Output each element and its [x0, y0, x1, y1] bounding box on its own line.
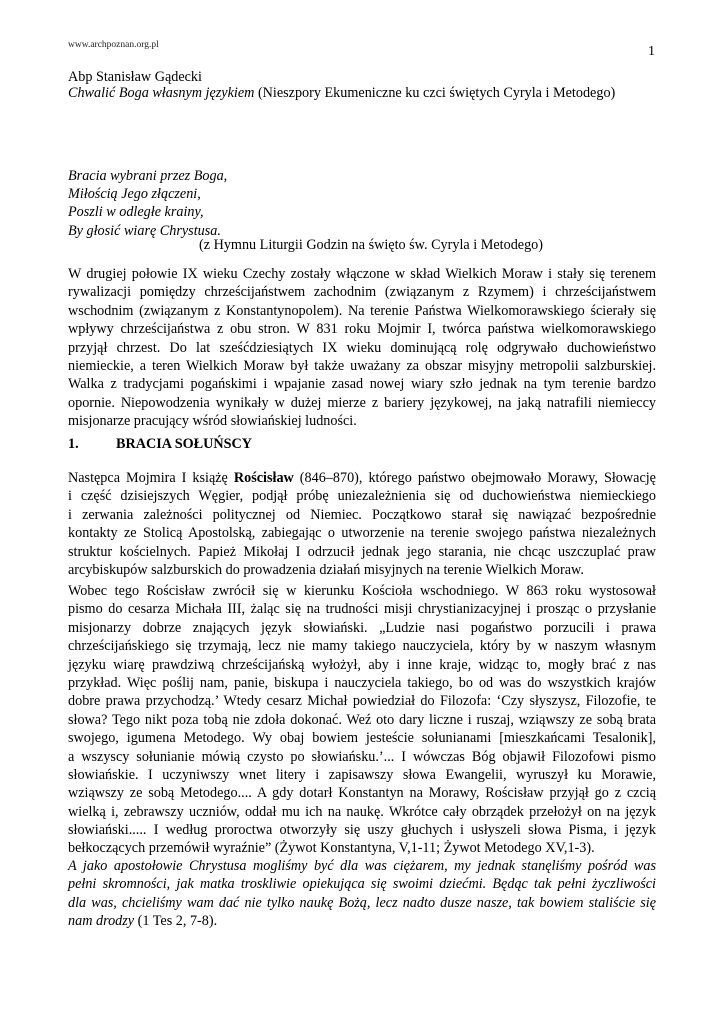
- hymn-line: By głosić wiarę Chrystusa.: [68, 222, 221, 239]
- text-line: przykład. Więc poślij nam, panie, biskupa i nauczyciela takiego, bo od was do wszystkich krajów: [68, 674, 656, 691]
- text-line: wziąwszy ze sobą Metodego.... A gdy dotarł Konstantyn na Morawy, Rościsław przyjął go z czcią: [68, 785, 656, 802]
- hymn-source: (z Hymnu Liturgii Godzin na święto św. Cyryla i Metodego): [199, 237, 543, 253]
- paragraph-mission: [68, 582, 656, 858]
- text-line: wpływy chrześcijaństwa z obu stron. W 831 roku Mojmir I, twórca państwa wielkomorawskiego: [68, 321, 656, 338]
- text-line: Walka z tradycjami pogańskimi i wpajanie zasad nowej wiary szło jednak na tym terenie bardzo: [68, 376, 656, 393]
- text-line: wschodnim (związanym z Konstantynopolem). Na terenie Państwa Wielkomorawskiego ścierały się: [68, 302, 656, 319]
- text-line: [68, 469, 656, 487]
- paragraph-scripture: [68, 857, 656, 931]
- text-line: bełkoczących przemówił wyraźnie” (Żywot Konstantyna, V,1-11; Żywot Metodego XV,1-3).: [68, 840, 595, 857]
- text-line: języku wiarę prawdziwą chrześcijańską wyłożył, aby i inne kraje, widząc to, mogły brać z nas: [68, 656, 656, 673]
- hymn-line: Bracia wybrani przez Boga,: [68, 168, 228, 184]
- text-line: słowiański..... I według proroctwa otworzyły się uszy głuchych i usłyszeli słowa Pisma, i język: [68, 822, 656, 839]
- section-number: 1.: [68, 436, 79, 452]
- text-line: pełni skromności, jak matka troskliwie opiekująca się swoimi dziećmi. Będąc tak pełni życzliwości: [68, 876, 656, 893]
- text-line: Wobec tego Rościsław zwrócił się w kierunku Kościoła wschodniego. W 863 roku wystosował: [68, 583, 656, 599]
- hymn-line: Miłością Jego złączeni,: [68, 186, 201, 203]
- text-line: wielką i, zebrawszy uczniów, oddał mu ich na naukę. Wkrótce cały obrządek przełożył on na język: [68, 803, 656, 820]
- section-title: BRACIA SOŁUŃSCY: [116, 436, 252, 452]
- document-title: [68, 84, 615, 102]
- text-line: A jako apostołowie Chrystusa mogliśmy być dla was ciężarem, my jednak stanęliśmy pośród was: [68, 858, 656, 874]
- paragraph-intro: [68, 265, 656, 431]
- text-line: niemieckie, a teren Wielkich Moraw był także uważany za obszar misyjny metropolii salzburskiej.: [68, 357, 656, 374]
- title-subtitle: (Nieszpory Ekumeniczne ku czci świętych Cyryla i Metodego): [254, 85, 616, 101]
- text-line: słowiańskie. I uczyniwszy wnet litery i zapisawszy słowa Ewangelii, wyruszył ku Morawie,: [68, 766, 656, 783]
- text-line: słowa? Tego nikt poza tobą nie zdoła dokonać. Weź oto dary liczne i ruszaj, wziąwszy ze sobą brata: [68, 711, 656, 728]
- text-line: chrześcijańskiego się trzymają, lecz nie mamy takiego nauczyciela, który by w naszym własnym: [68, 638, 656, 655]
- text-line: struktur kościelnych. Papież Mikołaj I odrzucił jednak jego starania, nie chcąc uszczuplać praw: [68, 543, 656, 560]
- author: Abp Stanisław Gądecki: [68, 69, 202, 85]
- page-number: 1: [648, 44, 655, 59]
- scripture-reference: (1 Tes 2, 7-8).: [134, 913, 218, 930]
- text-line: dla was, chcieliśmy wam dać nie tylko naukę Bożą, lecz nadto dusze nasze, tak bowiem staliście się: [68, 894, 656, 911]
- title-italic: Chwalić Boga własnym językiem: [68, 85, 255, 101]
- text-line: rywalizacji pomiędzy chrześcijaństwem zachodnim (związanym z Rzymem) i chrześcijaństwem: [68, 284, 656, 301]
- text-line: kontakty ze Stolicą Apostolską, zabiegając o utworzenie na terenie swojego państwa niezależnych: [68, 525, 656, 542]
- text-line: a wszyscy sołunianie mówią czysto po słowiańsku.’... I wówczas Bóg objawił Filozofowi pismo: [68, 748, 656, 765]
- text-line: i zerwania zależności politycznej od Niemiec. Początkowo starał się nawiązać bezpośrednie: [68, 506, 656, 523]
- text-run: nam drodzy: [68, 913, 135, 930]
- section-heading: [68, 436, 252, 453]
- text-line: arcybiskupów salzburskich do prowadzenia działań misyjnych na terenie Wielkich Moraw.: [68, 561, 584, 578]
- paragraph-roscislaw: [68, 469, 656, 579]
- text-run: (846–870), którego państwo obejmowało Morawy, Słowację: [293, 470, 656, 486]
- text-line: opornie. Niepowodzenia wynikały w dużej mierze z bariery językowej, na jaką natrafili niemieccy: [68, 394, 656, 411]
- text-line: swojego, igumena Metodego. Wy obaj bowiem jesteście sołunianami [mieszkańcami Tesalonik],: [68, 730, 656, 747]
- hymn-quote: [68, 167, 227, 240]
- text-run: Następca Mojmira I książę: [68, 470, 234, 486]
- text-line: [68, 912, 656, 930]
- text-line: misjonarze pracujący wśród słowiańskiej ludności.: [68, 413, 357, 430]
- text-line: misjonarzy dobrze znających język słowiański. „Ludzie nasi pogaństwo porzucili i prawa: [68, 619, 656, 636]
- bold-name: Rościsław: [233, 470, 294, 486]
- text-line: pismo do cesarza Michała III, żaląc się na trudności misji chrystianizacyjnej i prosząc o przysłanie: [68, 601, 656, 618]
- header-url: www.archpoznan.org.pl: [68, 40, 159, 50]
- text-line: i część dzisiejszych Węgier, podjął próbę uniezależnienia się od duchowieństwa niemieckiego: [68, 488, 656, 505]
- hymn-line: Poszli w odległe krainy,: [68, 204, 204, 221]
- text-line: przyjął chrzest. Do lat sześćdziesiątych IX wieku dominującą rolę odgrywało duchowieństwo: [68, 339, 656, 356]
- text-line: W drugiej połowie IX wieku Czechy zostały włączone w skład Wielkich Moraw i stały się terenem: [68, 266, 656, 282]
- text-line: dobre prawa przychodzą.’ Wtedy cesarz Michał powiedział do Filozofa: ‘Czy słyszysz, Filozofie, te: [68, 693, 656, 710]
